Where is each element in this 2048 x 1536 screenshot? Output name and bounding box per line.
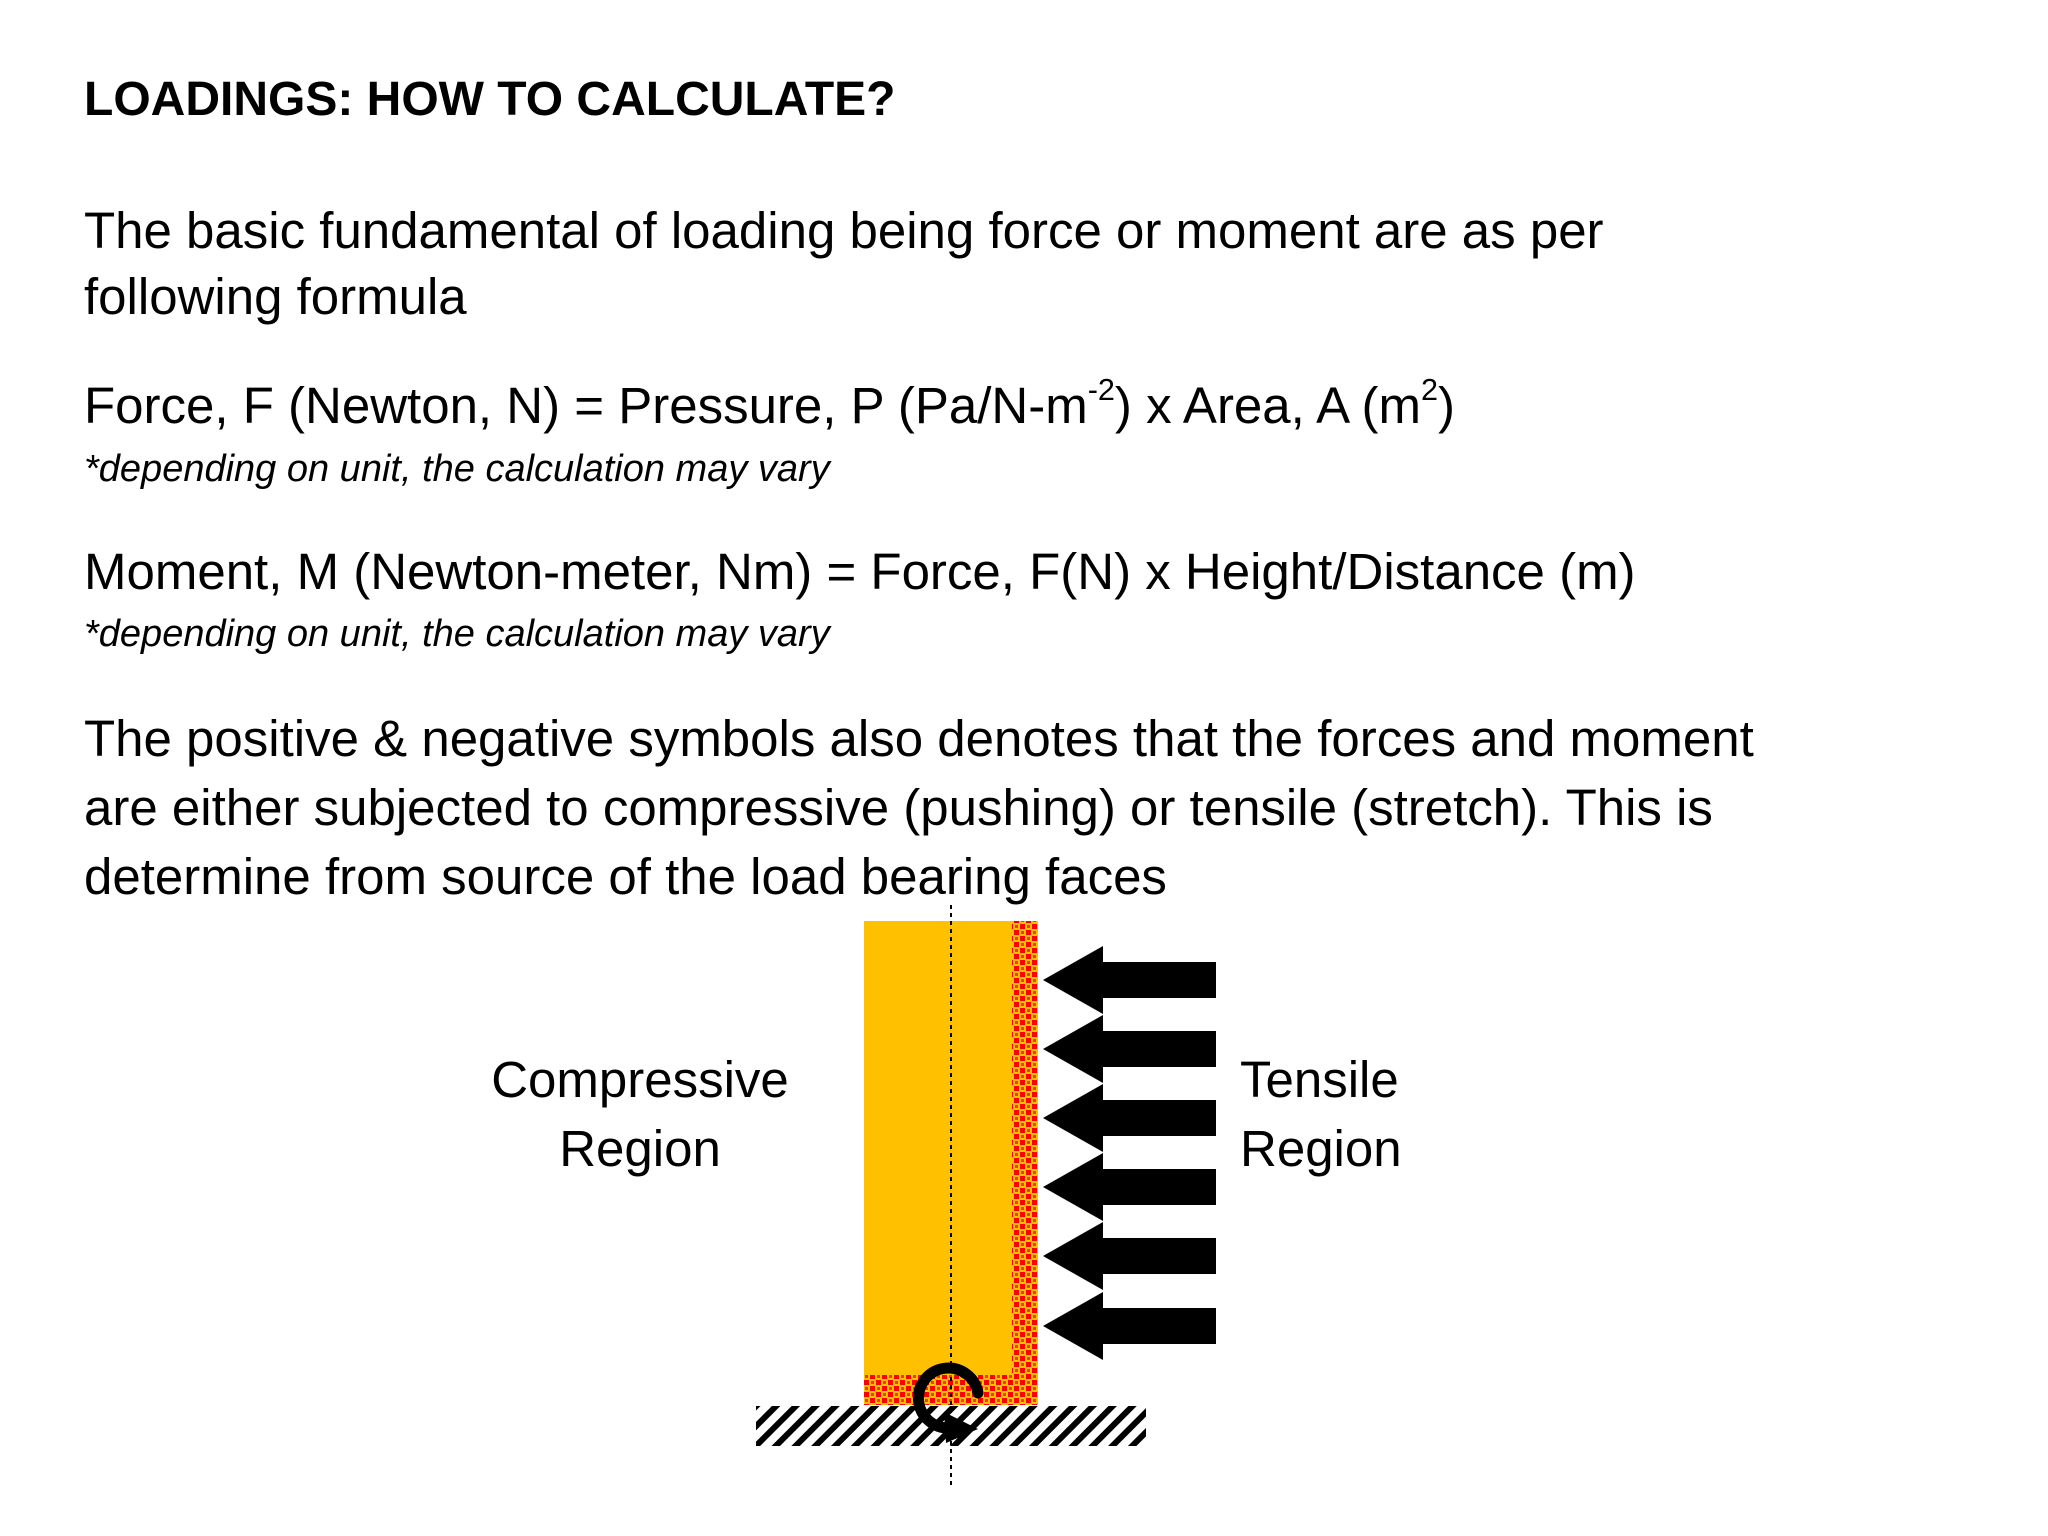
moment-formula-note: *depending on unit, the calculation may vary (84, 613, 830, 655)
tensile-face-hatch (1012, 921, 1038, 1401)
force-formula-part-2: ) x Area, A (m (1114, 377, 1422, 434)
tensile-label-line-1: Tensile (1240, 1051, 1399, 1108)
sign-text-line-1: The positive & negative symbols also denotes that the forces and moment (84, 710, 1754, 767)
force-formula-part-3: ) (1438, 377, 1456, 434)
force-formula-part-1: Force, F (Newton, N) = Pressure, P (Pa/N-m (84, 377, 1088, 434)
left-arrow-icon (1043, 1153, 1216, 1221)
left-arrow-icon (1043, 1292, 1216, 1360)
left-arrow-icon (1043, 1084, 1216, 1152)
tensile-region-label (1240, 1045, 1500, 1183)
page-title: LOADINGS: HOW TO CALCULATE? (84, 73, 896, 126)
compressive-label-line-1: Compressive (491, 1051, 789, 1108)
moment-formula: Moment, M (Newton-meter, Nm) = Force, F(N) x Height/Distance (m) (84, 543, 1636, 600)
left-arrow-icon (1043, 946, 1216, 1014)
force-formula-note: *depending on unit, the calculation may vary (84, 448, 830, 490)
left-arrow-icon (1043, 1015, 1216, 1083)
force-formula-exponent-2: 2 (1421, 373, 1439, 408)
load-arrows (1043, 946, 1216, 1360)
sign-text-line-2: are either subjected to compressive (pushing) or tensile (stretch). This is (84, 779, 1713, 836)
left-arrow-icon (1043, 1222, 1216, 1290)
intro-line-1: The basic fundamental of loading being force or moment are as per (84, 202, 1604, 259)
force-formula-exponent-1: -2 (1087, 373, 1115, 408)
tensile-label-line-2: Region (1240, 1120, 1402, 1177)
intro-line-2: following formula (84, 268, 467, 325)
compressive-label-line-2: Region (559, 1120, 721, 1177)
compressive-region-label (440, 1045, 840, 1183)
sign-text-line-3: determine from source of the load bearing faces (84, 848, 1167, 905)
